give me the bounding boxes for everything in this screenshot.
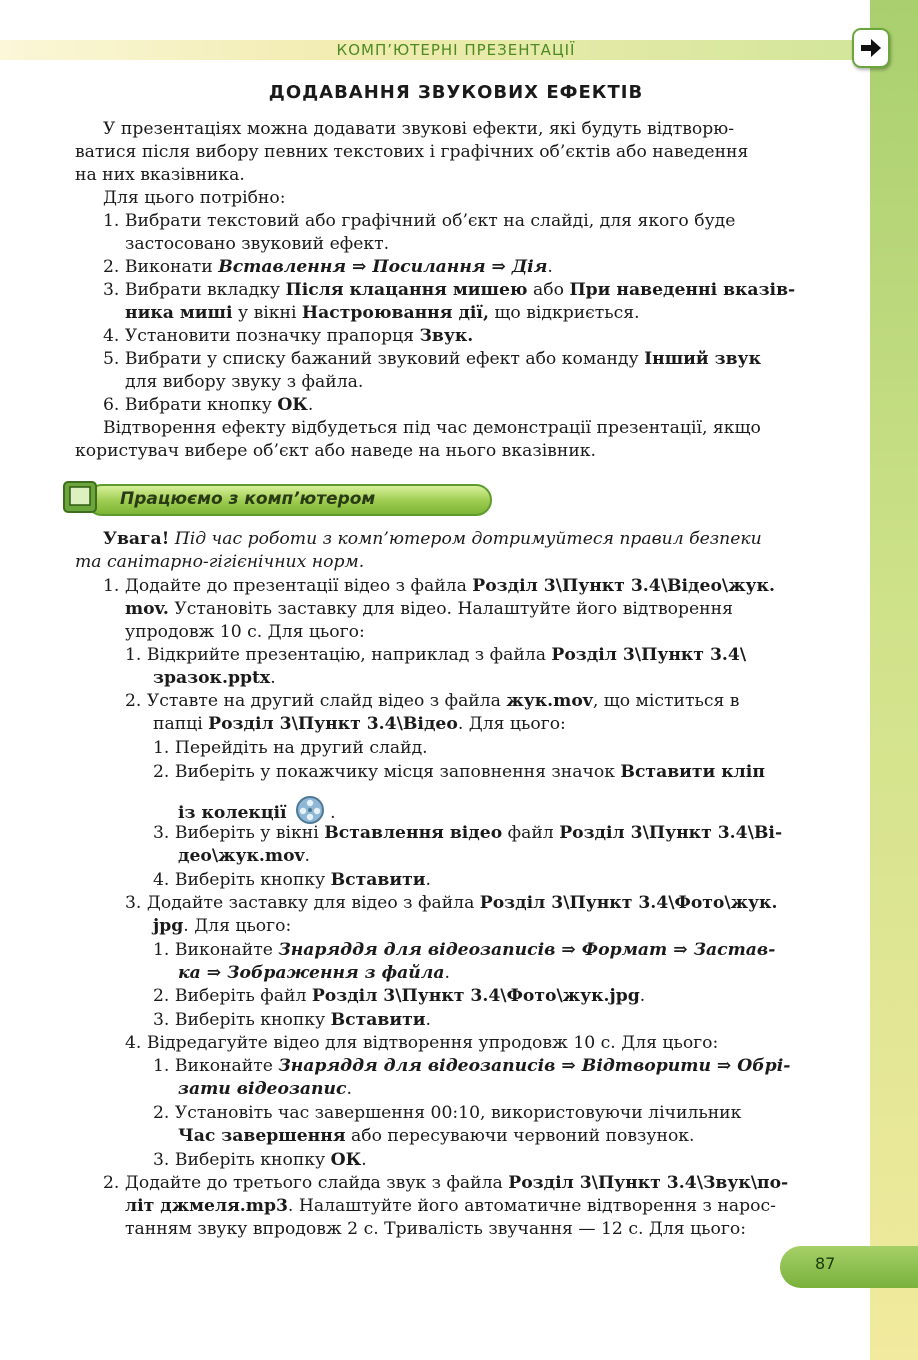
step-4: 4. Установити позначку прапорця Звук. <box>103 326 474 346</box>
task-1-4-2: 2. Установіть час завершення 00:10, використовуючи лічильник <box>153 1103 742 1123</box>
step-3-cont: ника миші у вікні Настроювання дії, що відкриється. <box>125 303 640 323</box>
task-1-2-3: 3. Виберіть у вікні Вставлення відео файл Розділ 3\Пункт 3.4\Ві- <box>153 823 783 843</box>
task-1-cont-1: mov. Установіть заставку для відео. Налаштуйте його відтворення <box>125 599 733 619</box>
task-1-2-2: 2. Виберіть у покажчику місця заповнення значок Вставити кліп <box>153 762 765 782</box>
task-1-2-cont: папці Розділ 3\Пункт 3.4\Відео. Для цього: <box>153 714 566 734</box>
work-banner <box>62 480 492 518</box>
attention-line-1: Увага! Під час роботи з комп’ютером дотримуйтеся правил безпеки <box>103 529 762 549</box>
task-1-4: 4. Відредагуйте відео для відтворення упродовж 10 с. Для цього: <box>125 1033 719 1053</box>
intro-line-2: ватися після вибору певних текстових і графічних об’єктів або наведення <box>75 142 749 162</box>
task-2-cont-1: літ джмеля.mp3. Налаштуйте його автоматичне відтворення з нарос- <box>125 1196 776 1216</box>
attention-line-2: та санітарно-гігієнічних норм. <box>75 552 365 572</box>
intro-line-1: У презентаціях можна додавати звукові ефекти, які будуть відтворю- <box>103 119 735 139</box>
task-1-2: 2. Уставте на другий слайд відео з файла жук.mov, що міститься в <box>125 691 740 711</box>
step-5-cont: для вибору звуку з файла. <box>125 372 364 392</box>
step-6: 6. Вибрати кнопку ОК. <box>103 395 314 415</box>
step-1: 1. Вибрати текстовий або графічний об’єкт на слайді, для якого буде <box>103 211 736 231</box>
task-1-3: 3. Додайте заставку для відео з файла Розділ 3\Пункт 3.4\Фото\жук. <box>125 893 778 913</box>
task-1-4-2-cont: Час завершення або пересуваючи червоний повзунок. <box>178 1126 695 1146</box>
need-line: Для цього потрібно: <box>103 188 286 208</box>
task-1-2-2-cont: із колекції . <box>178 794 336 826</box>
task-1-4-3: 3. Виберіть кнопку ОК. <box>153 1150 367 1170</box>
outro-line-1: Відтворення ефекту відбудеться під час демонстрації презентації, якщо <box>103 418 761 438</box>
task-1-1-cont: зразок.pptx. <box>153 668 276 688</box>
task-1-4-1: 1. Виконайте Знаряддя для відеозаписів ⇒ Відтворити ⇒ Обрі- <box>153 1056 791 1076</box>
step-5: 5. Вибрати у списку бажаний звуковий ефект або команду Інший звук <box>103 349 761 369</box>
task-1-3-cont: jpg. Для цього: <box>153 916 292 936</box>
intro-line-3: на них вказівника. <box>75 165 245 185</box>
page-number-tab <box>780 1246 918 1288</box>
outro-line-2: користувач вибере об’єкт або наведе на нього вказівник. <box>75 441 596 461</box>
side-color-bar <box>870 0 918 1360</box>
task-1-2-3-cont: део\жук.mov. <box>178 846 310 866</box>
page-header-title: КОМП’ЮТЕРНІ ПРЕЗЕНТАЦІЇ <box>336 41 576 59</box>
step-3: 3. Вибрати вкладку Після клацання мишею або При наведенні вказів- <box>103 280 796 300</box>
task-1-3-1: 1. Виконайте Знаряддя для відеозаписів ⇒ Формат ⇒ Застав- <box>153 940 776 960</box>
task-1-cont-2: упродовж 10 с. Для цього: <box>125 622 365 642</box>
task-1-1: 1. Відкрийте презентацію, наприклад з файла Розділ 3\Пункт 3.4\ <box>125 645 747 665</box>
task-2-cont-2: танням звуку впродовж 2 с. Тривалість звучання — 12 с. Для цього: <box>125 1219 746 1239</box>
task-1-2-1: 1. Перейдіть на другий слайд. <box>153 738 428 758</box>
step-1-cont: застосовано звуковий ефект. <box>125 234 390 254</box>
next-page-button[interactable] <box>852 28 890 68</box>
task-1-3-1-cont: ка ⇒ Зображення з файла. <box>178 963 450 983</box>
monitor-icon <box>62 480 98 516</box>
banner-title: Працюємо з комп’ютером <box>120 489 376 509</box>
task-2: 2. Додайте до третього слайда звук з файла Розділ 3\Пункт 3.4\Звук\по- <box>103 1173 789 1193</box>
page-number: 87 <box>815 1254 836 1273</box>
step-2: 2. Виконати Вставлення ⇒ Посилання ⇒ Дія. <box>103 257 553 277</box>
task-1-2-4: 4. Виберіть кнопку Вставити. <box>153 870 431 890</box>
section-title: ДОДАВАННЯ ЗВУКОВИХ ЕФЕКТІВ <box>268 82 644 103</box>
task-1-3-3: 3. Виберіть кнопку Вставити. <box>153 1010 431 1030</box>
task-1-3-2: 2. Виберіть файл Розділ 3\Пункт 3.4\Фото\жук.jpg. <box>153 986 646 1006</box>
task-1: 1. Додайте до презентації відео з файла Розділ 3\Пункт 3.4\Відео\жук. <box>103 576 775 596</box>
task-1-4-1-cont: зати відеозапис. <box>178 1079 352 1099</box>
arrow-right-icon <box>859 36 883 60</box>
